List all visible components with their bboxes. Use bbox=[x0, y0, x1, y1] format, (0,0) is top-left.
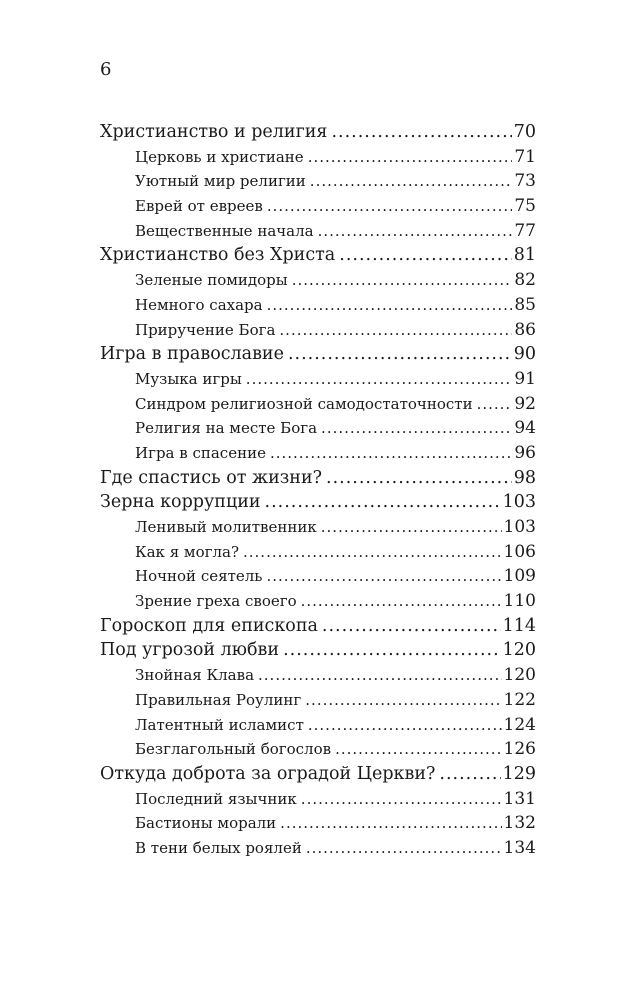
toc-entry-page: 131 bbox=[503, 788, 536, 809]
toc-entry-page: 114 bbox=[502, 615, 536, 636]
toc-entry-title: Церковь и христиане bbox=[135, 147, 304, 166]
toc-entry-page: 109 bbox=[503, 566, 536, 587]
toc-entry-page: 124 bbox=[503, 714, 536, 735]
toc-dot-leader bbox=[301, 589, 502, 614]
toc-chapter-entry bbox=[100, 614, 536, 639]
toc-dot-leader bbox=[306, 836, 502, 861]
toc-dot-leader bbox=[246, 367, 513, 392]
toc-chapter-entry bbox=[100, 490, 536, 515]
toc-dot-leader bbox=[283, 638, 501, 663]
toc-dot-leader bbox=[258, 663, 502, 688]
toc-entry-title: Последний язычник bbox=[135, 789, 297, 808]
toc-entry-title: Гороскоп для епископа bbox=[100, 615, 318, 636]
toc-entry-title: Музыка игры bbox=[135, 369, 242, 388]
toc-entry-page: 132 bbox=[503, 813, 536, 834]
toc-dot-leader bbox=[301, 787, 502, 812]
toc-entry-title: Безглагольный богослов bbox=[135, 740, 332, 759]
toc-section-entry bbox=[100, 268, 536, 293]
toc-dot-leader bbox=[322, 614, 501, 639]
toc-entry-title: Зерна коррупции bbox=[100, 492, 261, 513]
toc-section-entry bbox=[100, 811, 536, 836]
toc-section-entry bbox=[100, 169, 536, 194]
toc-section-entry bbox=[100, 540, 536, 565]
toc-dot-leader bbox=[321, 515, 502, 540]
toc-entry-title: Игра в православие bbox=[100, 344, 284, 365]
toc-entry-title: Синдром религиозной самодостаточности bbox=[135, 394, 473, 413]
toc-entry-page: 81 bbox=[513, 245, 536, 266]
toc-dot-leader bbox=[308, 713, 502, 738]
toc-section-entry bbox=[100, 737, 536, 762]
toc-entry-page: 90 bbox=[513, 344, 536, 365]
toc-entry-page: 86 bbox=[514, 319, 536, 340]
toc-chapter-entry bbox=[100, 638, 536, 663]
toc-dot-leader bbox=[292, 268, 513, 293]
toc-entry-page: 85 bbox=[514, 294, 536, 315]
toc-entry-page: 129 bbox=[502, 763, 536, 784]
toc-dot-leader bbox=[267, 194, 513, 219]
toc-section-entry bbox=[100, 515, 536, 540]
toc-dot-leader bbox=[266, 564, 501, 589]
toc-dot-leader bbox=[335, 737, 501, 762]
toc-entry-page: 120 bbox=[502, 640, 536, 661]
toc-dot-leader bbox=[318, 219, 513, 244]
toc-section-entry bbox=[100, 713, 536, 738]
toc-section-entry bbox=[100, 145, 536, 170]
toc-entry-title: Религия на месте Бога bbox=[135, 419, 318, 438]
toc-entry-page: 71 bbox=[514, 146, 536, 167]
toc-entry-page: 70 bbox=[513, 122, 536, 142]
toc-entry-title: Ленивый молитвенник bbox=[135, 518, 317, 536]
toc-entry-page: 103 bbox=[503, 517, 536, 537]
toc-section-entry bbox=[100, 589, 536, 614]
toc-section-entry bbox=[100, 416, 536, 441]
toc-entry-page: 77 bbox=[514, 220, 536, 241]
toc-dot-leader bbox=[267, 293, 513, 318]
toc-entry-title: Под угрозой любви bbox=[100, 640, 280, 661]
toc-entry-title: Знойная Клава bbox=[135, 666, 255, 685]
toc-dot-leader bbox=[279, 318, 512, 343]
toc-entry-title: Где спастись от жизни? bbox=[100, 467, 323, 488]
toc-dot-leader bbox=[331, 120, 511, 145]
toc-entry-title: Еврей от евреев bbox=[135, 197, 263, 216]
toc-entry-page: 98 bbox=[513, 467, 536, 488]
toc-entry-page: 94 bbox=[514, 418, 536, 439]
toc-entry-page: 126 bbox=[503, 739, 536, 760]
toc-entry-title: Зрение греха своего bbox=[135, 592, 297, 611]
toc-section-entry bbox=[100, 441, 536, 466]
toc-entry-page: 106 bbox=[503, 541, 536, 562]
toc-entry-title: Правильная Роулинг bbox=[135, 690, 302, 709]
toc-chapter-entry bbox=[100, 243, 536, 268]
toc-chapter-entry bbox=[100, 466, 536, 491]
toc-entry-page: 103 bbox=[502, 492, 536, 513]
toc-entry-page: 91 bbox=[514, 368, 536, 389]
toc-entry-page: 96 bbox=[514, 442, 536, 463]
toc-entry-title: Зеленые помидоры bbox=[135, 271, 288, 290]
toc-entry-title: Откуда доброта за оградой Церкви? bbox=[100, 763, 436, 784]
toc-entry-title: Вещественные начала bbox=[135, 221, 314, 240]
toc-entry-title: Как я могла? bbox=[135, 542, 239, 561]
toc-entry-title: Уютный мир религии bbox=[135, 172, 306, 191]
toc-entry-title: Бастионы морали bbox=[135, 814, 277, 833]
toc-chapter-entry bbox=[100, 120, 536, 145]
toc-chapter-entry bbox=[100, 762, 536, 787]
toc-dot-leader bbox=[288, 342, 512, 367]
toc-entry-title: Христианство и религия bbox=[100, 122, 328, 142]
toc-section-entry bbox=[100, 293, 536, 318]
toc-entry-page: 75 bbox=[514, 196, 536, 217]
toc-section-entry bbox=[100, 392, 536, 417]
toc-entry-page: 82 bbox=[514, 270, 536, 291]
toc-section-entry bbox=[100, 688, 536, 713]
toc-dot-leader bbox=[439, 762, 500, 787]
toc-section-entry bbox=[100, 787, 536, 812]
toc-dot-leader bbox=[243, 540, 502, 565]
toc-entry-title: Немного сахара bbox=[135, 295, 263, 314]
toc-dot-leader bbox=[477, 392, 513, 417]
toc-entry-page: 122 bbox=[503, 689, 536, 710]
toc-section-entry bbox=[100, 836, 536, 861]
toc-dot-leader bbox=[339, 243, 511, 268]
toc-entry-page: 110 bbox=[503, 591, 536, 612]
toc-dot-leader bbox=[308, 145, 513, 170]
toc-entry-page: 120 bbox=[503, 665, 536, 686]
toc-entry-title: Латентный исламист bbox=[135, 715, 304, 734]
toc-dot-leader bbox=[305, 688, 501, 713]
toc-chapter-entry bbox=[100, 342, 536, 367]
toc-section-entry bbox=[100, 194, 536, 219]
toc-entry-title: Христианство без Христа bbox=[100, 245, 336, 266]
toc-section-entry bbox=[100, 663, 536, 688]
toc-section-entry bbox=[100, 564, 536, 589]
toc-dot-leader bbox=[321, 416, 512, 441]
toc-entry-title: В тени белых роялей bbox=[135, 838, 302, 857]
toc-dot-leader bbox=[326, 466, 512, 491]
toc-section-entry bbox=[100, 219, 536, 244]
table-of-contents bbox=[100, 120, 536, 861]
toc-dot-leader bbox=[265, 490, 501, 515]
toc-entry-page: 134 bbox=[503, 837, 536, 858]
toc-entry-page: 92 bbox=[514, 393, 536, 414]
toc-dot-leader bbox=[270, 441, 512, 466]
toc-entry-title: Приручение Бога bbox=[135, 320, 276, 339]
toc-dot-leader bbox=[280, 811, 501, 836]
page-number: 6 bbox=[100, 59, 112, 80]
toc-entry-title: Игра в спасение bbox=[135, 443, 266, 462]
toc-section-entry bbox=[100, 318, 536, 343]
toc-section-entry bbox=[100, 367, 536, 392]
toc-dot-leader bbox=[310, 169, 513, 194]
toc-entry-title: Ночной сеятель bbox=[135, 567, 263, 586]
toc-entry-page: 73 bbox=[514, 171, 536, 192]
